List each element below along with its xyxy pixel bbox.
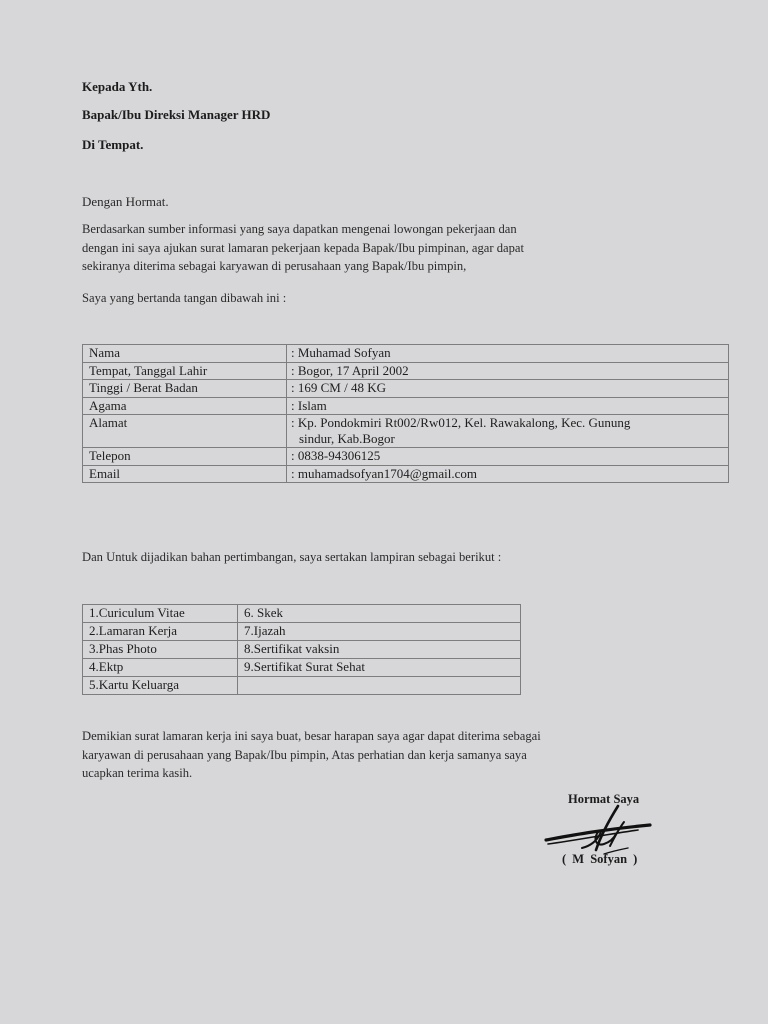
table-row [83,605,521,623]
bio-value: : muhamadsofyan1704@gmail.com [287,465,729,483]
undersigned-statement: Saya yang bertanda tangan dibawah ini : [82,291,287,305]
bio-label: Alamat [83,415,287,448]
personal-data-table [82,344,729,483]
attachment-item: 8.Sertifikat vaksin [238,641,521,659]
closing-salutation: Hormat Saya [568,792,640,806]
attachment-item: 1.Curiculum Vitae [83,605,238,623]
bio-label: Nama [83,345,287,363]
bio-value [287,415,729,448]
address-value: : Kp. Pondokmiri Rt002/Rw012, Kel. Rawakalong, Kec. Gunung [291,415,631,430]
address-line-3: Di Tempat. [82,137,144,152]
table-row [83,415,729,448]
attachment-item: 9.Sertifikat Surat Sehat [238,659,521,677]
attachment-intro: Dan Untuk dijadikan bahan pertimbangan, saya sertakan lampiran sebagai berikut : [82,550,502,564]
bio-value: : Muhamad Sofyan [287,345,729,363]
table-row [83,465,729,483]
table-row [83,448,729,466]
closing-paragraph [82,727,682,783]
bio-label: Agama [83,397,287,415]
intro-paragraph [82,220,682,276]
table-row [83,362,729,380]
address-line-2: Bapak/Ibu Direksi Manager HRD [82,107,271,122]
bio-label: Tinggi / Berat Badan [83,380,287,398]
attachment-item: 5.Kartu Keluarga [83,677,238,695]
table-row [83,397,729,415]
bio-value: : 0838-94306125 [287,448,729,466]
address-value-continued: sindur, Kab.Bogor [299,431,395,446]
table-row [83,345,729,363]
attachments-table [82,604,521,695]
intro-line: dengan ini saya ajukan surat lamaran pekerjaan kepada Bapak/Ibu pimpinan, agar dapat [82,240,524,255]
attachment-item: 6. Skek [238,605,521,623]
bio-label: Telepon [83,448,287,466]
closing-line: ucapkan terima kasih. [82,766,193,780]
signer-name: ( M Sofyan ) [562,852,638,866]
bio-value: : 169 CM / 48 KG [287,380,729,398]
attachment-item: 2.Lamaran Kerja [83,623,238,641]
attachment-item [238,677,521,695]
table-row [83,677,521,695]
greeting: Dengan Hormat. [82,194,169,209]
attachment-item: 4.Ektp [83,659,238,677]
attachment-item: 3.Phas Photo [83,641,238,659]
table-row [83,641,521,659]
table-row [83,659,521,677]
bio-value: : Bogor, 17 April 2002 [287,362,729,380]
address-line-1: Kepada Yth. [82,79,153,94]
table-row [83,380,729,398]
bio-label: Email [83,465,287,483]
closing-line: Demikian surat lamaran kerja ini saya buat, besar harapan saya agar dapat diterima sebagai [82,729,541,743]
attachment-item: 7.Ijazah [238,623,521,641]
table-row [83,623,521,641]
intro-line: sekiranya diterima sebagai karyawan di perusahaan yang Bapak/Ibu pimpin, [82,259,467,273]
closing-line: karyawan di perusahaan yang Bapak/Ibu pimpin, Atas perhatian dan kerja samanya saya [82,747,527,762]
bio-value: : Islam [287,397,729,415]
intro-line: Berdasarkan sumber informasi yang saya dapatkan mengenai lowongan pekerjaan dan [82,222,517,236]
bio-label: Tempat, Tanggal Lahir [83,362,287,380]
